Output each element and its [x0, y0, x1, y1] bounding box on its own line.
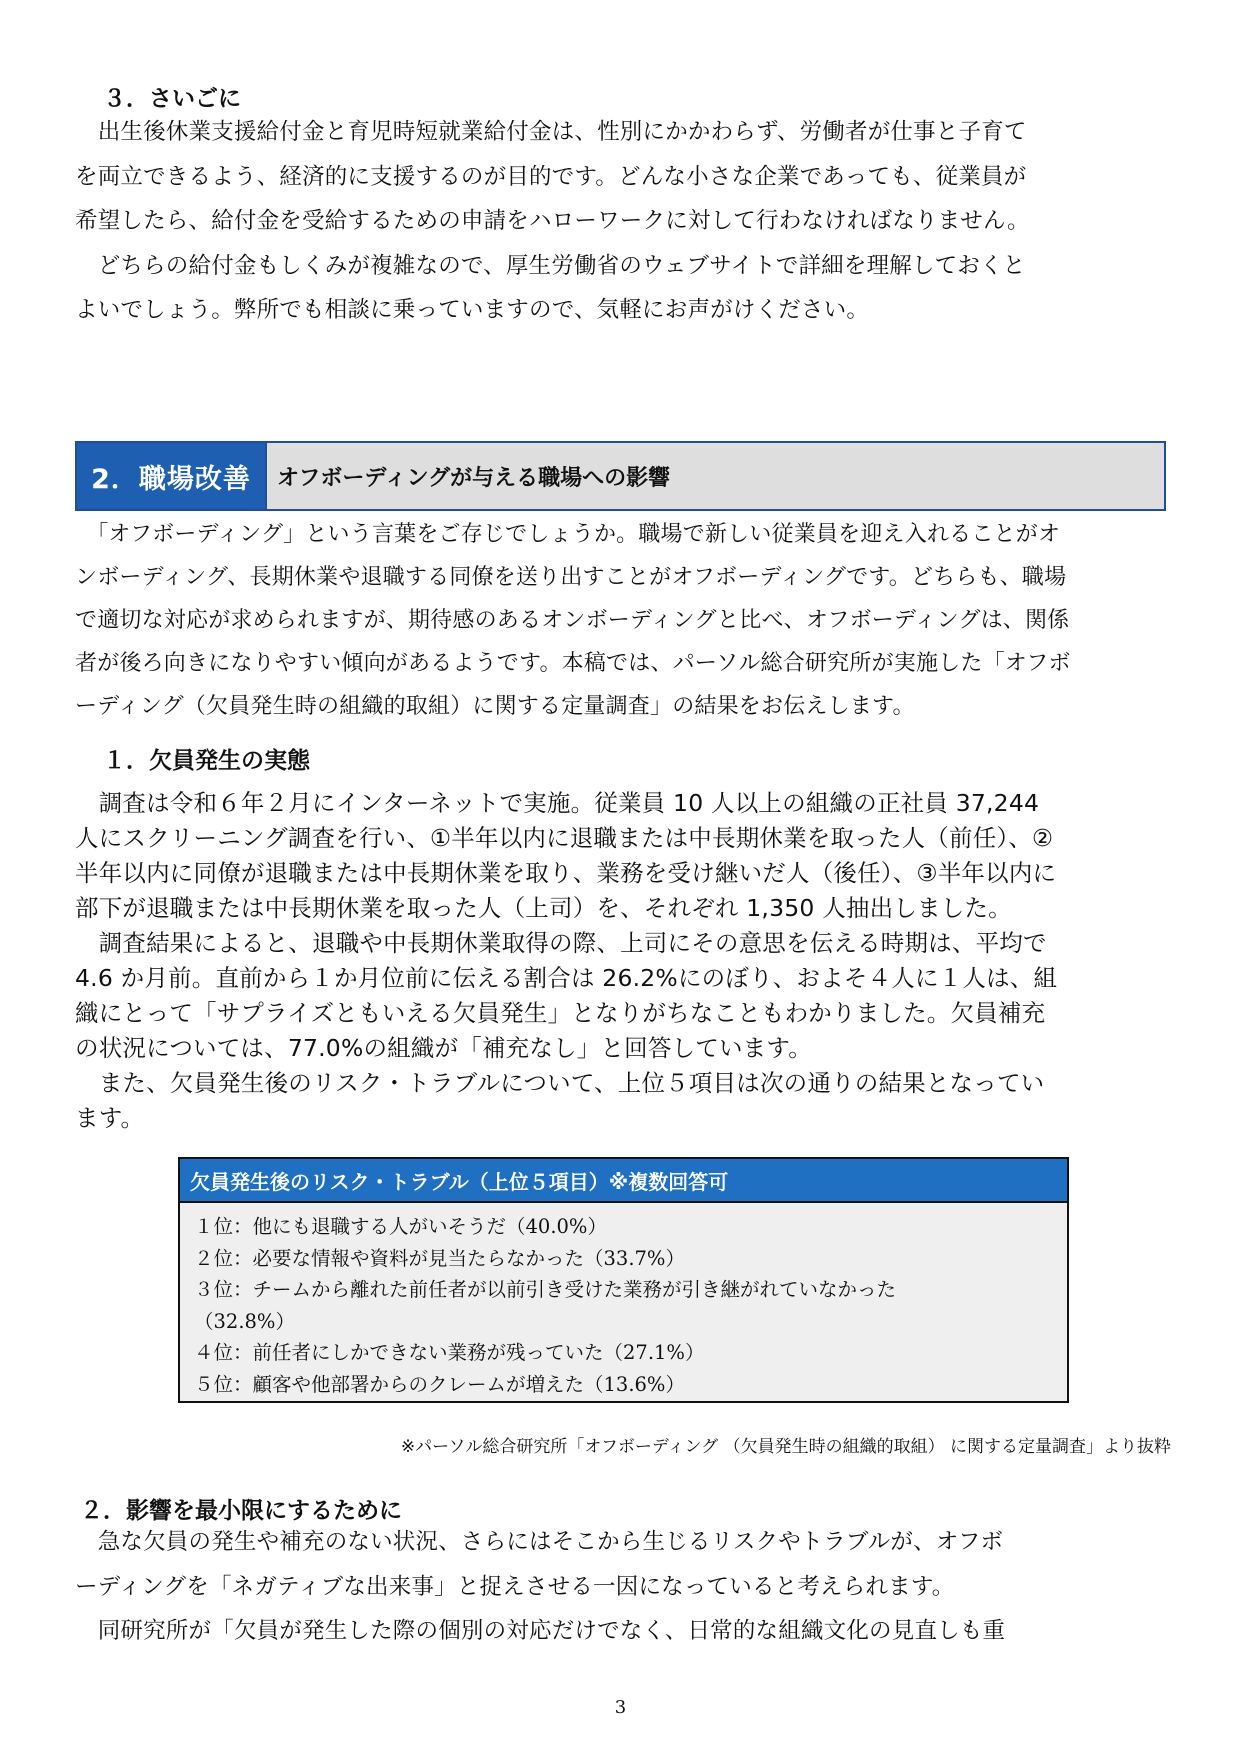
intro-paragraph [75, 513, 1175, 728]
banner-label: 2．職場改善 [77, 443, 265, 509]
text-line: 出生後休業支援給付金と育児時短就業給付金は、性別にかかわらず、労働者が仕事と子育て [75, 119, 1027, 145]
ranking-item: １位：他にも退職する人がいそうだ（40.0%） [194, 1215, 607, 1238]
text-line: どちらの給付金もしくみが複雑なので、厚生労働省のウェブサイトで詳細を理解しておくと [75, 252, 1026, 279]
ranking-box-header: 欠員発生後のリスク・トラブル（上位５項目）※複数回答可 [180, 1159, 1067, 1203]
closing-paragraph [75, 110, 1175, 333]
text-line: 希望したら、給付金を受給するための申請をハローワークに対して行わなければなりません。 [75, 208, 1030, 234]
text-line: ーディングを「ネガティブな出来事」と捉えさせる一因になっていると考えられます。 [75, 1573, 955, 1600]
text-line: ます。 [75, 1104, 145, 1132]
ranking-box-body [180, 1203, 1067, 1408]
section-title-closing: ３．さいごに [103, 86, 241, 112]
text-line: 調査結果によると、退職や中長期休業取得の際、上司にその意思を伝える時期は、平均で [75, 929, 1047, 957]
text-line: 急な欠員の発生や補充のない状況、さらにはそこから生じるリスクやトラブルが、オフボ [75, 1529, 1004, 1555]
ranking-item: （32.8%） [194, 1309, 295, 1333]
source-note: ※パーソル総合研究所「オフボーディング （欠員発生時の組織的取組） に関する定量調査」より抜粋 [400, 1437, 1171, 1457]
text-line: 同研究所が「欠員が発生した際の個別の対応だけでなく、日常的な組織文化の見直しも重 [75, 1618, 1006, 1644]
text-line: ーディング（欠員発生時の組織的取組）に関する定量調査」の結果をお伝えします。 [75, 694, 915, 719]
ranking-item: ２位：必要な情報や資料が見当たらなかった（33.7%） [194, 1246, 685, 1270]
text-line: よいでしょう。弊所でも相談に乗っていますので、気軽にお声がけください。 [75, 297, 870, 323]
text-line: 人にスクリーニング調査を行い、①半年以内に退職または中長期休業を取った人（前任）、② [75, 824, 1054, 852]
text-line: 調査は令和６年２月にインターネットで実施。従業員 10 人以上の組織の正社員 37,244 [75, 789, 1040, 817]
text-line: で適切な対応が求められますが、期待感のあるオンボーディングと比べ、オフボーディングは、関係 [75, 608, 1070, 633]
text-line: の状況については、77.0%の組織が「補充なし」と回答しています。 [75, 1034, 812, 1062]
subsection-title-minimize: ２．影響を最小限にするために [80, 1498, 402, 1524]
ranking-item: ４位：前任者にしかできない業務が残っていた（27.1%） [194, 1341, 705, 1364]
ranking-box [178, 1157, 1069, 1403]
subsection-title-vacancy: １．欠員発生の実態 [103, 748, 310, 774]
text-line: 者が後ろ向きになりやすい傾向があるようです。本稿では、パーソル総合研究所が実施した「オフボ [75, 651, 1071, 676]
minimize-paragraph [75, 1520, 1175, 1654]
text-line: ンボーディング、長期休業や退職する同僚を送り出すことがオフボーディングです。どちらも、職場 [75, 565, 1067, 590]
banner-subtitle: オフボーディングが与える職場への影響 [265, 443, 1164, 509]
text-line: を両立できるよう、経済的に支援するのが目的です。どんな小さな企業であっても、従業員が [75, 163, 1027, 190]
text-line: また、欠員発生後のリスク・トラブルについて、上位５項目は次の通りの結果となってい [75, 1069, 1045, 1097]
ranking-item: ５位：顧客や他部署からのクレームが増えた（13.6%） [194, 1372, 685, 1396]
text-line: 部下が退職または中長期休業を取った人（上司）を、それぞれ 1,350 人抽出しました。 [75, 894, 1012, 922]
section-banner [75, 441, 1166, 511]
text-line: 「オフボーディング」という言葉をご存じでしょうか。職場で新しい従業員を迎え入れることがオ [75, 522, 1061, 547]
page-number: 3 [614, 1697, 627, 1718]
ranking-item: ３位：チームから離れた前任者が以前引き受けた業務が引き継がれていなかった [194, 1278, 897, 1301]
text-line: 織にとって「サプライズともいえる欠員発生」となりがちなこともわかりました。欠員補充 [75, 999, 1046, 1027]
vacancy-paragraph [75, 786, 1175, 1136]
text-line: 4.6 か月前。直前から１か月位前に伝える割合は 26.2%にのぼり、およそ４人に１人は、組 [75, 964, 1058, 992]
text-line: 半年以内に同僚が退職または中長期休業を取り、業務を受け継いだ人（後任）、③半年以内に [75, 859, 1057, 887]
